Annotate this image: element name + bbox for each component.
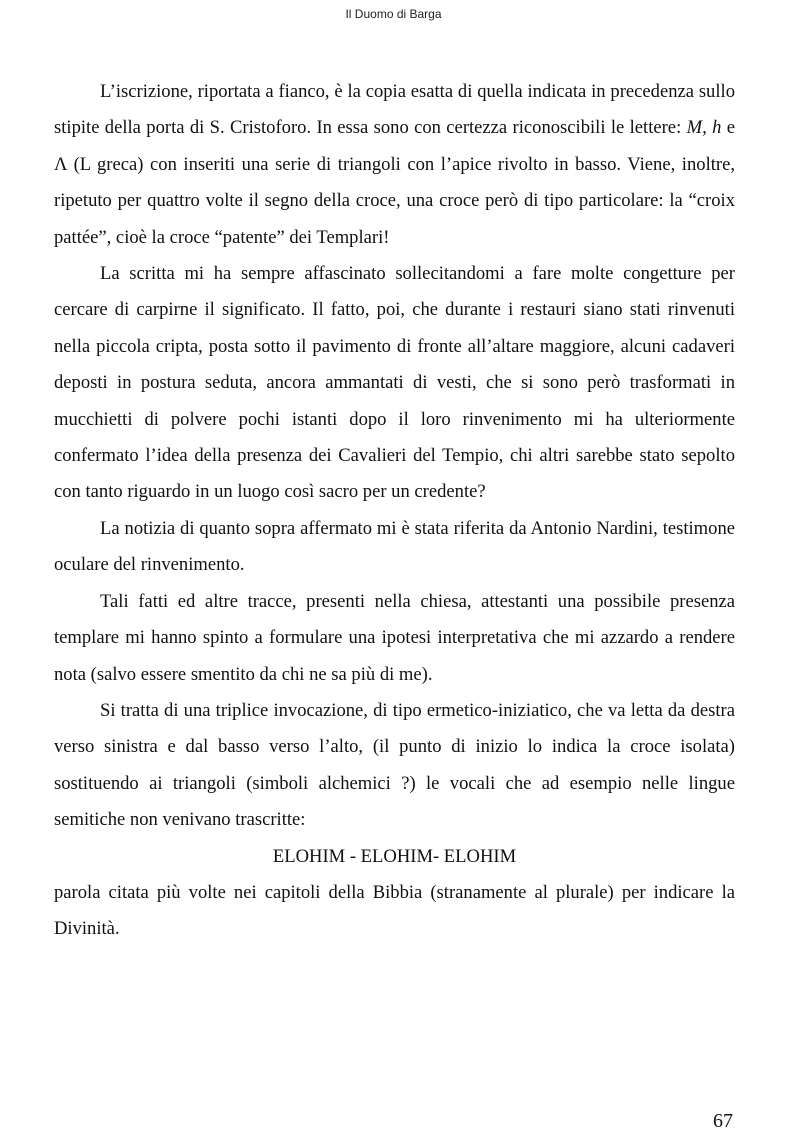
italic-letters: M, h [686,117,722,139]
paragraph-inscription: L’iscrizione, riportata a fianco, è la copia esatta di quella indicata in precedenza sullo stipite della porta di S. Cristoforo. In essa sono con certezza riconoscibili le lettere: M, h e Λ (L greca) con inseriti una serie di triangoli con l’apice rivolto in basso. Viene, inoltre, ripetuto per quattro volte il segno della croce, una croce però di tipo particolare: la “croix pattée”, cioè la croce “patente” dei Templari! [54,81,735,248]
invocation-word-line: ELOHIM - ELOHIM- ELOHIM [272,845,517,867]
running-header: Il Duomo di Barga [345,7,442,21]
paragraph-invocation: Si tratta di una triplice invocazione, di tipo ermetico-iniziatico, che va letta da destra verso sinistra e dal basso verso l’alto, (il punto di inizio lo indica la croce isolata) sostituendo ai triangoli (simboli alchemici ?) le vocali che ad esempio nelle lingue semitiche non venivano trascritte: [54,699,735,831]
paragraph-hypothesis: Tali fatti ed altre tracce, presenti nella chiesa, attestanti una possibile presenza templare mi hanno spinto a formulare una ipotesi interpretativa che mi azzardo a rendere nota (salvo essere smentito da chi ne sa più di me). [54,590,735,685]
page-number: 67 [713,1110,733,1132]
paragraph-bible: parola citata più volte nei capitoli della Bibbia (stranamente al plurale) per indicare la Divinità. [54,881,735,940]
paragraph-source: La notizia di quanto sopra affermato mi è stata riferita da Antonio Nardini, testimone oculare del rinvenimento. [54,517,735,576]
paragraph-crypt: La scritta mi ha sempre affascinato sollecitandomi a fare molte congetture per cercare di carpirne il significato. Il fatto, poi, che durante i restauri siano stati rinvenuti nella piccola cripta, posta sotto il pavimento di fronte all’altare maggiore, alcuni cadaveri deposti in postura seduta, ancora ammantati di vesti, che si sono però trasformati in mucchietti di polvere pochi istanti dopo il loro rinvenimento mi ha ulteriormente confermato l’idea della presenza dei Cavalieri del Tempio, chi altri sarebbe stato sepolto con tanto riguardo in un luogo così sacro per un credente? [54,263,735,503]
body-text [54,74,735,948]
